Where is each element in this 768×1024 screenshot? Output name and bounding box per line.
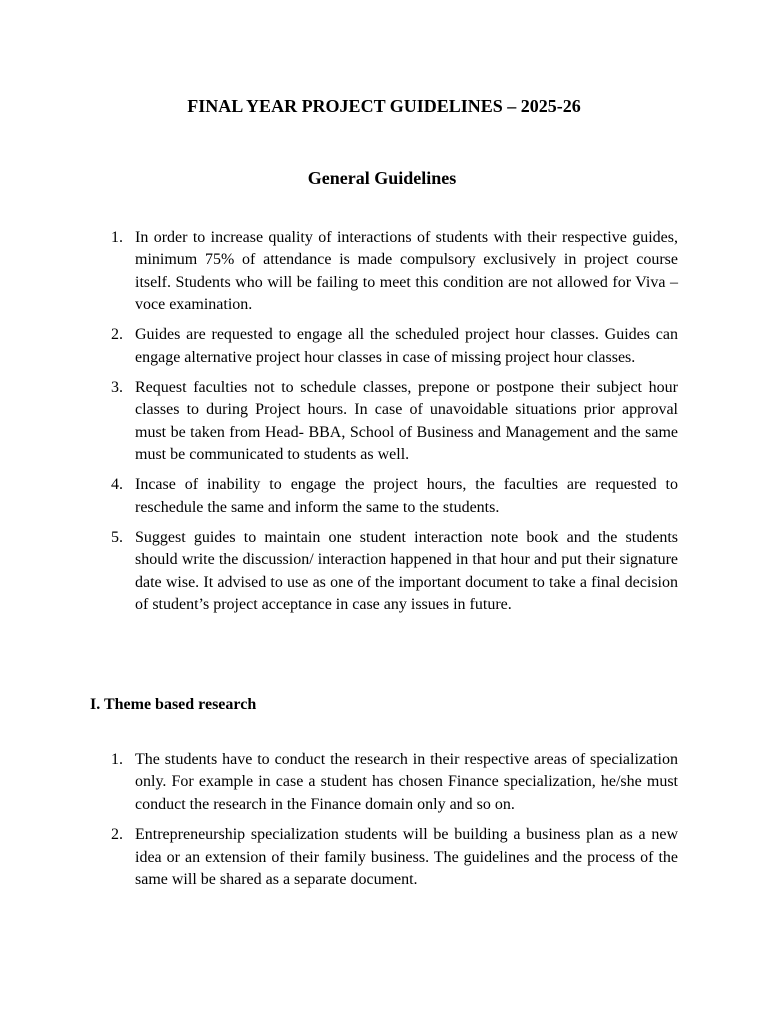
list-item-number: 2. [111,326,123,344]
list-item [0,227,678,317]
general-guidelines-heading: General Guidelines [307,168,457,188]
list-item-text: The students have to conduct the research in their respective areas of specialization only. For example in case a student has chosen Finance specialization, he/she must conduct the research in the Finance domain only and so on. [135,751,678,813]
list-item-text: In order to increase quality of interactions of students with their respective guides, minimum 75% of attendance is made compulsory exclusively in project course itself. Students who will be failing to meet this condition are not allowed for Viva –voce examination. [135,229,678,314]
list-item-number: 1. [111,751,123,768]
list-item [0,474,678,519]
document-title: FINAL YEAR PROJECT GUIDELINES – 2025-26 [187,96,581,116]
list-item-number: 4. [111,476,123,494]
list-item-number: 5. [111,529,123,547]
list-item [0,324,678,369]
list-item [0,824,678,891]
theme-research-heading: I. Theme based research [90,696,257,713]
list-item [0,749,678,816]
list-item [0,377,678,467]
list-item-number: 2. [111,826,123,844]
list-item-number: 1. [111,229,123,246]
list-item-text: Entrepreneurship specialization students will be building a business plan as a new idea or an extension of their family business. The guidelines and the process of the same will be shared as a separate document. [135,826,678,889]
list-item-number: 3. [111,379,123,397]
list-item-text: Suggest guides to maintain one student interaction note book and the students should write the discussion/ interaction happened in that hour and put their signature date wise. It advised to use as one of the important document to take a final decision of student’s project acceptance in case any issues in future. [135,529,678,614]
theme-research-list [0,749,768,899]
list-item [0,527,678,617]
list-item-text: Request faculties not to schedule classes, prepone or postpone their subject hour classes to during Project hours. In case of unavoidable situations prior approval must be taken from Head- BBA, School of Business and Management and the same must be communicated to students as well. [135,379,678,464]
list-item-text: Incase of inability to engage the project hours, the faculties are requested to reschedule the same and inform the same to the students. [135,476,678,516]
list-item-text: Guides are requested to engage all the scheduled project hour classes. Guides can engage alternative project hour classes in case of missing project hour classes. [135,326,678,366]
general-guidelines-list [0,227,768,624]
